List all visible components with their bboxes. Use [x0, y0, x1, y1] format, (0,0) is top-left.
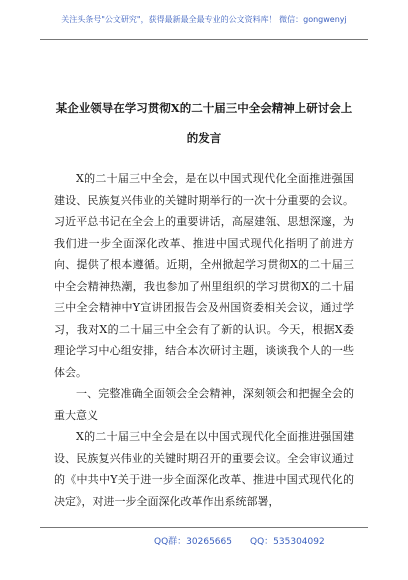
header-promo-text: 关注头条号"公文研究"，获得最新最全最专业的公文资料库！ 微信：gongwenyj [61, 15, 347, 24]
footer-qq-group: QQ群：30265665 [154, 537, 232, 547]
body-paragraph-2: X的二十届三中全会是在以中国式现代化全面推进强国建设、民族复兴伟业的关键时期召开的重要会议。全会审议通过的《中共中Y关于进一步全面深化改革、推进中国式现代化的决定》，对进一步全面深化改革作出系统部署， [54, 430, 354, 508]
document-body [54, 168, 354, 512]
header-divider [40, 39, 368, 40]
body-paragraph-intro: X的二十届三中全会，是在以中国式现代化全面推进强国建设、民族复兴伟业的关键时期举行的一次十分重要的会议。习近平总书记在全会上的重要讲话，高屋建瓴、思想深邃，为我们进一步全面深化改革、推进中国式现代化指明了前进方向、提供了根本遵循。近期，全州掀起学习贯彻X的二十届三中全会精神热潮，我也参加了州里组织的学习贯彻X的二十届三中全会精神中Y宣讲团报告会及州国资委相关会议，通过学习，我对X的二十届三中全会有了新的认识。今天，根据X委理论学习中心组安排，结合本次研讨主题，谈谈我个人的一些体会。 [54, 172, 354, 379]
document-title-line-1: 某企业领导在学习贯彻X的二十届三中全会精神上研讨会上 [55, 101, 353, 115]
footer-qq-contact: QQ：535304092 [250, 537, 325, 547]
footer-divider [40, 527, 368, 528]
section-heading-1: 一、完整准确全面领会全会精神，深刻领会和把握全会的重大意义 [54, 387, 354, 422]
document-title-line-2: 的发言 [186, 131, 222, 145]
